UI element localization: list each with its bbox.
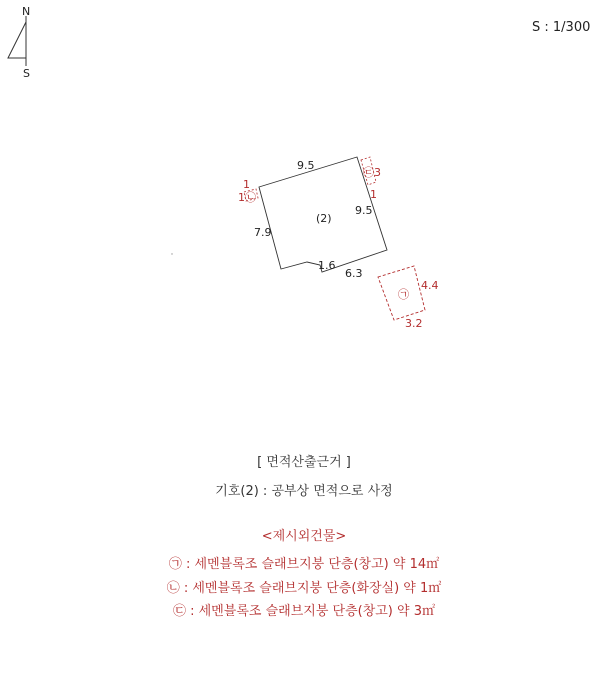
south-label: S — [23, 67, 30, 80]
main-dim-notch: 1.6 — [318, 259, 336, 272]
annex-b-label: 1㉡ — [238, 191, 256, 204]
extra-building-item: ㉢ : 세멘블록조 슬래브지붕 단층(창고) 약 3㎡ — [173, 604, 435, 619]
annex-c-label: ㉢3 — [363, 166, 381, 179]
annex-a-dim-side: 4.4 — [421, 279, 439, 292]
extra-building-item: ㉠ : 세멘블록조 슬래브지붕 단층(창고) 약 14㎡ — [168, 557, 440, 572]
extra-buildings-title: <제시외건물> — [261, 529, 347, 544]
main-dim-top: 9.5 — [297, 159, 315, 172]
stray-mark — [171, 253, 172, 254]
area-basis-text: 기호(2) : 공부상 면적으로 사정 — [215, 484, 393, 499]
annex-c-dim: 1 — [370, 188, 377, 201]
main-dim-bottom: 6.3 — [345, 267, 363, 280]
main-dim-left: 7.9 — [254, 226, 272, 239]
area-basis-title: [ 면적산출근거 ] — [257, 455, 351, 470]
north-label: N — [22, 5, 31, 18]
main-dim-right: 9.5 — [355, 204, 373, 217]
extra-building-item: ㉡ : 세멘블록조 슬래브지붕 단층(화장실) 약 1㎡ — [166, 581, 442, 596]
annex-b-dim: 1 — [243, 178, 250, 191]
main-building-symbol: (2) — [316, 212, 332, 225]
annex-a-dim-bottom: 3.2 — [405, 317, 423, 330]
scale-label: S : 1/300 — [532, 20, 591, 35]
annex-a-symbol: ㉠ — [398, 288, 409, 301]
north-arrow — [8, 5, 30, 80]
